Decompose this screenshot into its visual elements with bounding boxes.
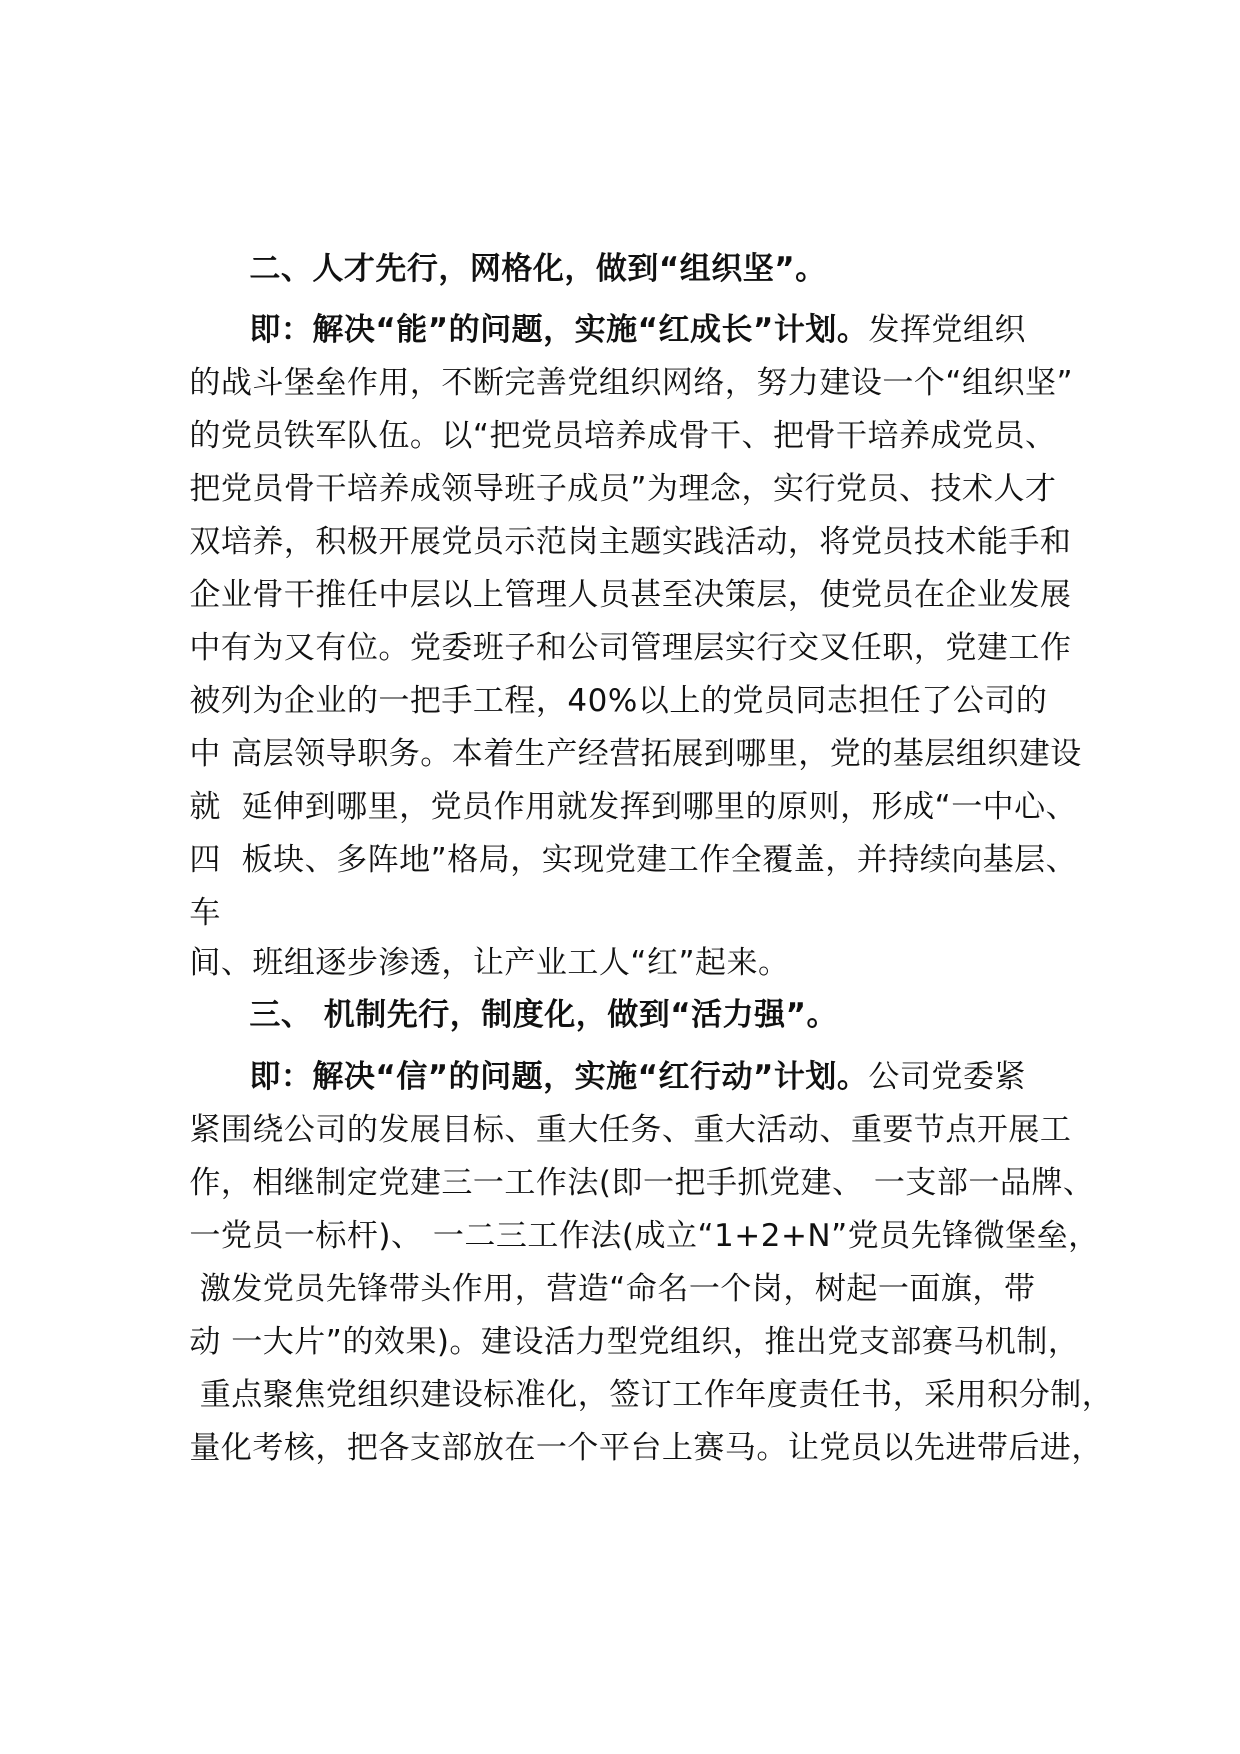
line-segment: 发挥党组织 — [868, 312, 1026, 348]
line-segment: 把党员骨干培养成领导班子成员”为理念，实行党员、技术人才 — [189, 471, 1057, 507]
paragraph-line — [148, 800, 1077, 920]
paragraph-line — [148, 1388, 1103, 1508]
line-segment: 车 — [189, 895, 221, 931]
line-segment: 激发党员先锋带头作用，营造“命名一个岗，树起一面旗，带 — [189, 1271, 1036, 1307]
line-segment: 二、人才先行，网格化，做到“组织坚”。 — [249, 251, 827, 287]
line-segment: 重点聚焦党组织建设标准化，签订工作年度责任书，采用积分制， — [189, 1377, 1114, 1413]
line-segment: 中 高层领导职务。本着生产经营拓展到哪里，党的基层组织建设 — [189, 736, 1082, 772]
line-segment: 的党员铁军队伍。以“把党员培养成骨干、把骨干培养成党员、 — [189, 418, 1057, 454]
line-segment: 紧围绕公司的发展目标、重大任务、重大活动、重要节点开展工 — [189, 1112, 1072, 1148]
line-segment: 三、 机制先行，制度化，做到“活力强”。 — [249, 997, 838, 1033]
line-segment: 作，相继制定党建三一工作法(即一把手抓党建、 一支部一品牌、 — [189, 1165, 1095, 1201]
line-segment: 中有为又有位。党委班子和公司管理层实行交叉任职，党建工作 — [189, 630, 1072, 666]
line-segment: 双培养，积极开展党员示范岗主题实践活动，将党员技术能手和 — [189, 524, 1072, 560]
line-segment: 即：解决“信”的问题，实施“红行动”计划。 — [249, 1059, 869, 1095]
line-segment: 的战斗堡垒作用，不断完善党组织网络，努力建设一个“组织坚” — [189, 365, 1074, 401]
line-segment: 公司党委紧 — [868, 1059, 1026, 1095]
line-segment: 量化考核，把各支部放在一个平台上赛马。让党员以先进带后进， — [189, 1430, 1103, 1466]
line-segment: 动 一大片”的效果)。建设活力型党组织，推出党支部赛马机制， — [189, 1324, 1080, 1360]
line-segment: 就 延伸到哪里，党员作用就发挥到哪里的原则，形成“一中心、 — [189, 789, 1078, 825]
line-segment: 一党员一标杆)、 一二三工作法(成立“1+2+N”党员先锋微堡垒， — [189, 1218, 1100, 1254]
line-segment: 间、班组逐步渗透，让产业工人“红”起来。 — [189, 945, 790, 981]
line-segment: 即：解决“能”的问题，实施“红成长”计划。 — [249, 312, 869, 348]
line-segment: 四 板块、多阵地”格局，实现党建工作全覆盖，并持续向基层、 — [189, 842, 1078, 878]
line-segment: 企业骨干推任中层以上管理人员甚至决策层，使党员在企业发展 — [189, 577, 1072, 613]
line-segment: 被列为企业的一把手工程，40%以上的党员同志担任了公司的 — [189, 683, 1048, 719]
